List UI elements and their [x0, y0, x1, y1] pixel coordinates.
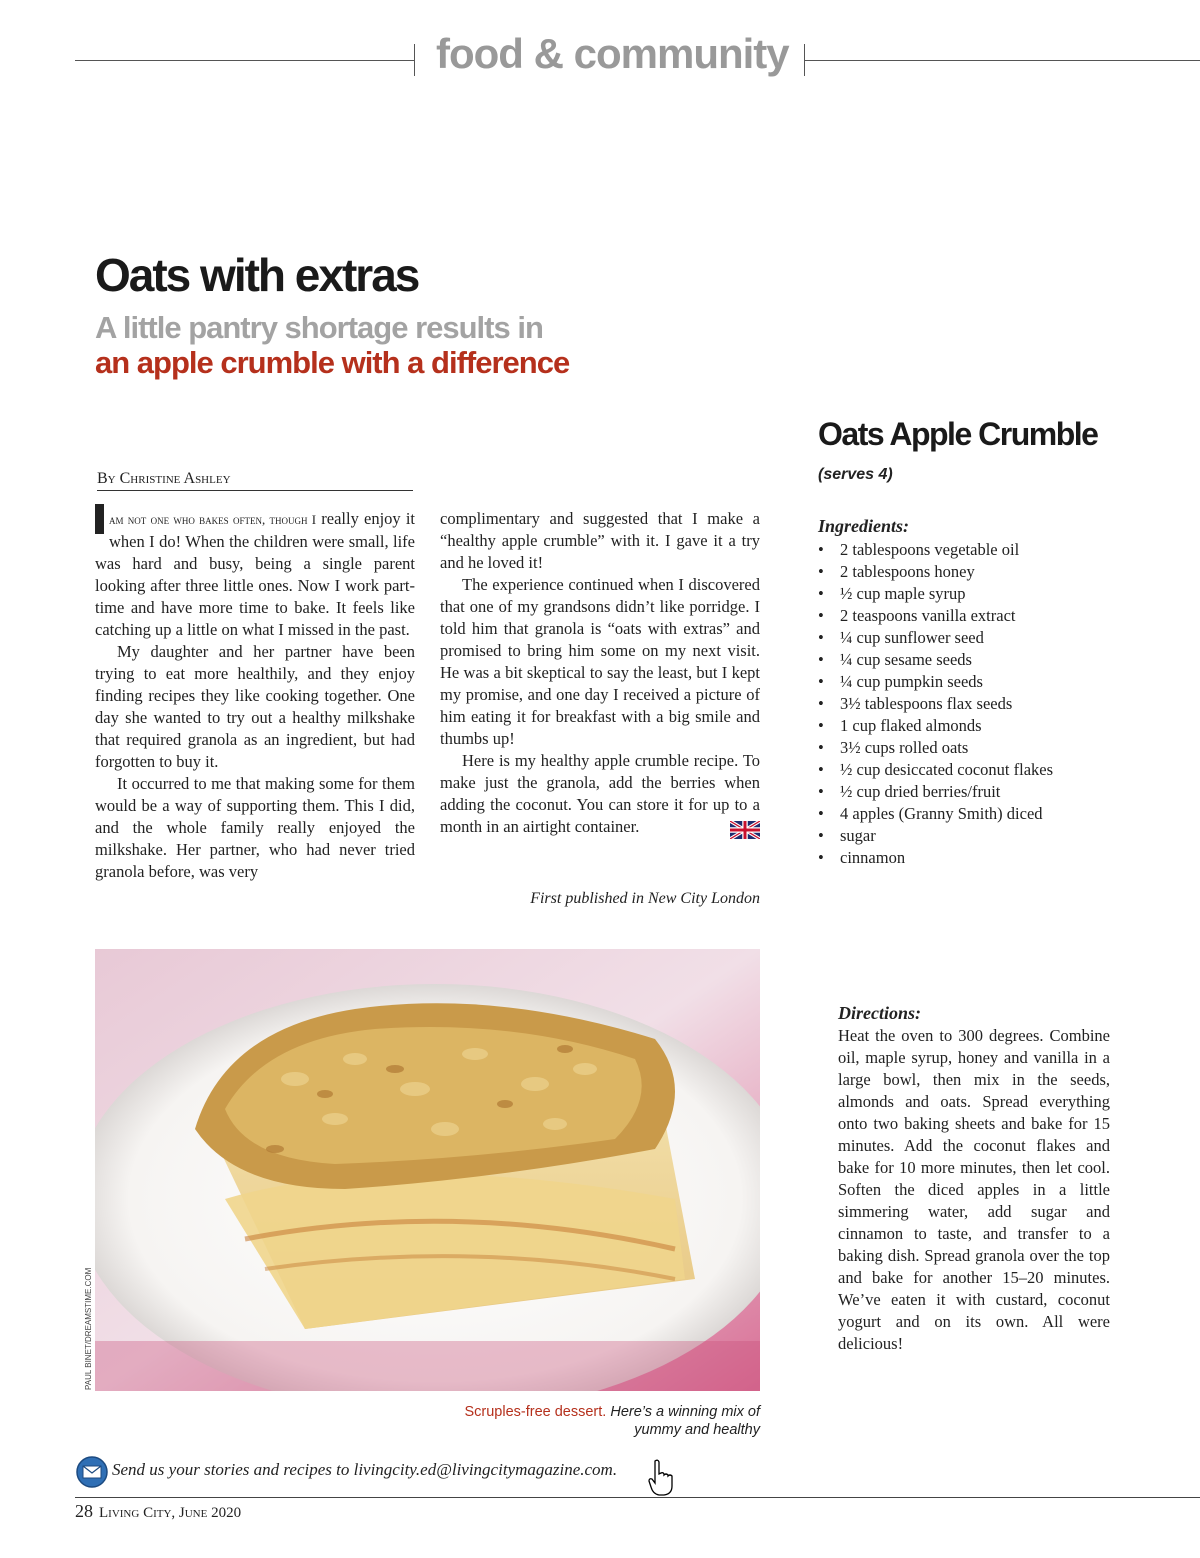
article-title: Oats with extras: [95, 249, 419, 301]
list-item: • 2 tablespoons vegetable oil: [818, 539, 1053, 561]
header-tick-left: [414, 44, 415, 76]
submission-note: Send us your stories and recipes to livingcity.ed@livingcitymagazine.com.: [112, 1460, 618, 1479]
byline: By Christine Ashley: [97, 470, 413, 491]
footer-rule: [75, 1497, 1200, 1498]
list-item: • sugar: [818, 825, 1053, 847]
list-item: • 2 tablespoons honey: [818, 561, 1053, 583]
ingredients-list: [818, 539, 1053, 869]
paragraph: [440, 750, 760, 838]
list-item: • cinnamon: [818, 847, 1053, 869]
paragraph: It occurred to me that making some for them would be a way of supporting them. This I did, and the whole family really enjoyed the milkshake. Her partner, who had never tried granola before, was very: [95, 774, 415, 881]
paragraph: [95, 508, 415, 641]
section-title: food & community: [436, 30, 789, 77]
publication-line: Living City, June 2020: [99, 1505, 242, 1521]
uk-flag-icon: [708, 818, 760, 840]
list-item: • ¼ cup sesame seeds: [818, 649, 1053, 671]
recipe-title: Oats Apple Crumble: [818, 416, 1098, 452]
paragraph-text: really enjoy it when I do! When the children were small, life was hard and busy, being a single parent looking after three little ones. Now I work part-time and have more time to bake. It feels like catching up a little on what I missed in the past.: [95, 509, 415, 639]
photo-caption: [440, 1403, 760, 1439]
pointer-hand-icon: [646, 1458, 676, 1498]
list-item: • 3½ cups rolled oats: [818, 737, 1053, 759]
list-item: • 3½ tablespoons flax seeds: [818, 693, 1053, 715]
first-published-credit: First published in New City London: [530, 890, 760, 907]
list-item: • 4 apples (Granny Smith) diced: [818, 803, 1053, 825]
photo-credit: PAUL BINET/DREAMSTIME.COM: [84, 1267, 93, 1390]
article-subtitle-line2: an apple crumble with a difference: [95, 345, 570, 380]
mail-icon[interactable]: [76, 1456, 108, 1488]
header-rule-right: [805, 60, 1200, 61]
caption-lead: Scruples-free dessert.: [464, 1404, 607, 1420]
list-item: • ½ cup desiccated coconut flakes: [818, 759, 1053, 781]
list-item: • ¼ cup sunflower seed: [818, 627, 1053, 649]
list-item: • ½ cup dried berries/fruit: [818, 781, 1053, 803]
lead-in: am not one who bakes often, though I: [109, 512, 317, 527]
crumble-photo: [95, 949, 760, 1391]
list-item: • 2 teaspoons vanilla extract: [818, 605, 1053, 627]
ingredients-heading: Ingredients:: [818, 516, 910, 536]
folio: [75, 1501, 241, 1522]
directions-text: Heat the oven to 300 degrees. Combine oil, maple syrup, honey and vanilla in a large bowl, then mix in the seeds, almonds and oats. Spread everything onto two baking sheets and bake for 15 minutes. Add the coconut flakes and bake for 10 more minutes, then let cool. Soften the diced apples in a little simmering water, add sugar and cinnamon to taste, and transfer to a baking dish. Spread granola over the top and bake for another 15–20 minutes. We’ve eaten it with custard, coconut yogurt and on its own. All were delicious!: [838, 1026, 1110, 1353]
list-item: • ½ cup maple syrup: [818, 583, 1053, 605]
list-item: • 1 cup flaked almonds: [818, 715, 1053, 737]
recipe-serves: (serves 4): [818, 466, 893, 483]
directions-heading: Directions:: [838, 1003, 921, 1023]
article-column-2: [440, 508, 760, 840]
drop-cap-bar: [95, 504, 104, 534]
caption-text: Here’s a winning mix of yummy and healthy: [610, 1404, 760, 1438]
article-column-1: [95, 508, 415, 883]
article-subtitle-line1: A little pantry shortage results in: [95, 310, 543, 345]
header-rule-left: [75, 60, 415, 61]
paragraph-text: Here is my healthy apple crumble recipe. To make just the granola, add the berries when adding the coconut. You can store it for up to a month in an airtight container.: [440, 751, 760, 836]
list-item: • ¼ cup pumpkin seeds: [818, 671, 1053, 693]
page-number: 28: [75, 1501, 93, 1521]
paragraph: My daughter and her partner have been trying to eat more healthily, and they enjoy finding recipes they like cooking together. One day she wanted to try out a healthy milkshake that required granola as an ingredient, but had forgotten to buy it.: [95, 642, 415, 771]
paragraph: complimentary and suggested that I make a “healthy apple crumble” with it. I gave it a try and he loved it!: [440, 509, 760, 572]
paragraph: The experience continued when I discovered that one of my grandsons didn’t like porridge. I told him that granola is “oats with extras” and promised to bring him some on my next visit. He was a bit skeptical to say the least, but I kept my promise, and one day I received a picture of him eating it for breakfast with a big smile and thumbs up!: [440, 575, 760, 748]
